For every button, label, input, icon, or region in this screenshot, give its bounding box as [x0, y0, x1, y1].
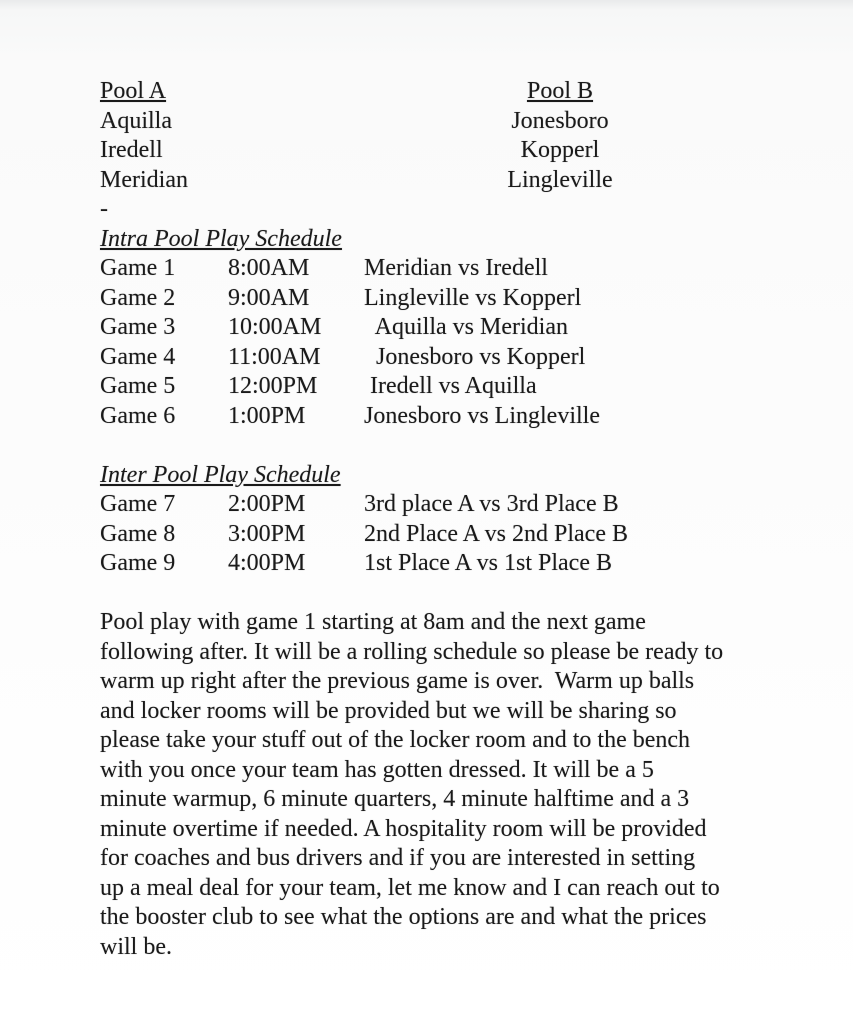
inter-schedule-title: Inter Pool Play Schedule: [100, 461, 341, 488]
game-row: [100, 490, 853, 520]
game-label: Game 4: [100, 343, 176, 370]
game-time: 1:00PM: [228, 402, 306, 429]
notes-line: the booster club to see what the options are and what the prices: [100, 904, 707, 930]
game-label: Game 6: [100, 402, 176, 429]
notes-line: Pool play with game 1 starting at 8am and the next game: [100, 609, 646, 635]
pool-a-column: [100, 77, 420, 195]
notes-line: minute warmup, 6 minute quarters, 4 minute halftime and a 3: [100, 786, 690, 812]
pool-b-column: [420, 77, 700, 195]
notes-line: minute overtime if needed. A hospitality room will be provided: [100, 815, 707, 842]
game-time: 4:00PM: [228, 550, 306, 576]
notes-line: with you once your team has gotten dressed. It will be a 5: [100, 756, 654, 783]
intra-schedule-header: [100, 225, 853, 255]
pool-a-team: Meridian: [100, 166, 188, 193]
game-time: 9:00AM: [228, 284, 310, 311]
game-time: 3:00PM: [228, 520, 306, 547]
pool-a-title: Pool A: [100, 78, 167, 104]
notes-line: following after. It will be a rolling schedule so please be ready to: [100, 638, 724, 665]
intra-schedule-section: [100, 225, 853, 432]
notes-line: up a meal deal for your team, let me know and I can reach out to: [100, 874, 720, 901]
pool-b-team: Kopperl: [520, 137, 600, 163]
game-row: [100, 520, 853, 550]
inter-schedule-header: [100, 461, 853, 491]
game-row: [100, 549, 853, 579]
game-matchup: Lingleville vs Kopperl: [364, 284, 582, 311]
game-matchup: 1st Place A vs 1st Place B: [364, 550, 612, 576]
game-time: 2:00PM: [228, 491, 306, 517]
game-row: [100, 402, 853, 432]
game-matchup: Jonesboro vs Lingleville: [364, 402, 600, 429]
game-label: Game 1: [100, 255, 176, 281]
game-time: 10:00AM: [228, 314, 322, 340]
game-label: Game 2: [100, 284, 176, 311]
notes-paragraph: [100, 608, 853, 962]
pool-b-title: Pool B: [526, 78, 594, 104]
game-matchup: Jonesboro vs Kopperl: [364, 343, 586, 370]
notes-line: for coaches and bus drivers and if you are interested in setting: [100, 845, 696, 871]
game-row: [100, 343, 853, 373]
game-label: Game 8: [100, 520, 176, 547]
game-matchup: Aquilla vs Meridian: [364, 314, 568, 340]
game-label: Game 7: [100, 491, 176, 517]
pool-a-team: Iredell: [100, 137, 163, 163]
game-label: Game 9: [100, 550, 176, 576]
game-row: [100, 254, 853, 284]
inter-schedule-section: [100, 461, 853, 579]
game-matchup: Iredell vs Aquilla: [364, 373, 537, 399]
game-row: [100, 313, 853, 343]
dash-mark: -: [100, 196, 108, 222]
notes-line: please take your stuff out of the locker room and to the bench: [100, 727, 691, 753]
pool-a-team: Aquilla: [100, 107, 172, 134]
notes-line: will be.: [100, 933, 172, 960]
game-matchup: Meridian vs Iredell: [364, 255, 548, 281]
pools-section: [100, 77, 853, 195]
game-matchup: 2nd Place A vs 2nd Place B: [364, 520, 628, 547]
notes-line: warm up right after the previous game is over. Warm up balls: [100, 668, 695, 694]
game-row: [100, 284, 853, 314]
pool-b-team: Jonesboro: [511, 107, 609, 134]
game-time: 8:00AM: [228, 255, 310, 281]
game-time: 12:00PM: [228, 373, 318, 399]
pool-b-team: Lingleville: [507, 166, 613, 193]
section-spacer: [100, 431, 853, 461]
game-row: [100, 372, 853, 402]
pool-b-header: [420, 77, 700, 107]
pool-a-header: [100, 77, 420, 107]
game-label: Game 3: [100, 314, 176, 340]
game-time: 11:00AM: [228, 343, 321, 370]
section-spacer: [100, 579, 853, 609]
intra-schedule-title: Intra Pool Play Schedule: [100, 225, 342, 252]
notes-line: and locker rooms will be provided but we will be sharing so: [100, 697, 677, 724]
game-matchup: 3rd place A vs 3rd Place B: [364, 491, 619, 517]
game-label: Game 5: [100, 373, 176, 399]
